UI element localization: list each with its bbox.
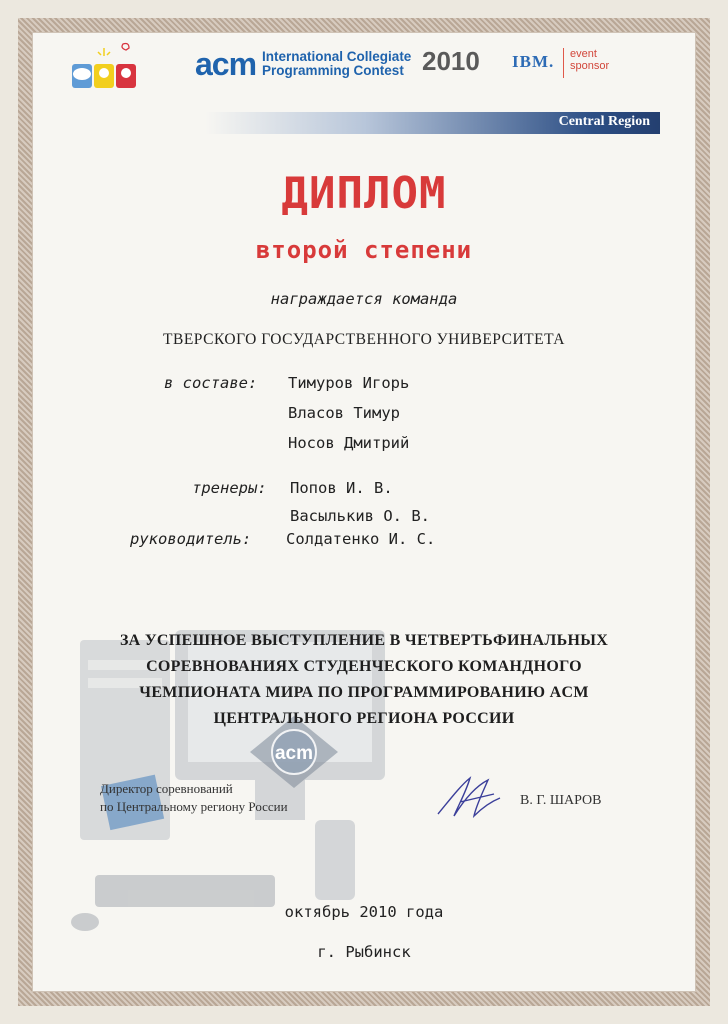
issue-city: г. Рыбинск: [317, 943, 411, 961]
acm-icpc-logo: [195, 44, 411, 84]
diploma-title: ДИПЛОМ: [281, 168, 447, 219]
award-line: ЦЕНТРАЛЬНОГО РЕГИОНА РОССИИ: [213, 710, 515, 727]
diploma-degree: второй степени: [255, 236, 473, 264]
acm-subtitle-line2: Programming Contest: [262, 63, 404, 78]
acm-logo-word: acm: [195, 45, 257, 82]
coach-name: Васылькив О. В.: [290, 507, 430, 525]
speaker-shape: [315, 820, 355, 900]
acm-subtitle-line1: International Collegiate: [262, 49, 412, 64]
contest-year: 2010: [422, 46, 480, 76]
ibm-logo: IBM.: [512, 52, 555, 71]
signature-mark: [430, 772, 510, 822]
award-line: ЗА УСПЕШНОЕ ВЫСТУПЛЕНИЕ В ЧЕТВЕРТЬФИНАЛЬНЫХ: [119, 632, 609, 649]
university-name: ТВЕРСКОГО ГОСУДАРСТВЕННОГО УНИВЕРСИТЕТА: [163, 331, 565, 348]
event-sponsor-label: [570, 48, 609, 72]
coaches-label: тренеры:: [192, 479, 267, 497]
sponsor-line1: event: [570, 48, 597, 60]
member-name: Носов Дмитрий: [288, 434, 410, 452]
head-label: руководитель:: [130, 530, 252, 548]
award-statement: [0, 628, 728, 732]
awarded-text: награждается команда: [270, 290, 458, 308]
contest-icons-logo: [40, 42, 140, 102]
sponsor-divider: [563, 48, 564, 78]
member-name: Власов Тимур: [288, 404, 400, 422]
members-label: в составе:: [164, 374, 258, 392]
sponsor-line2: sponsor: [570, 60, 610, 72]
director-title: [100, 780, 288, 816]
director-line2: по Центральному региону России: [100, 799, 288, 814]
acm-logo-subtitle: [262, 50, 411, 78]
acm-watermark-text: acm: [274, 743, 314, 764]
region-banner: [205, 112, 660, 134]
director-name: В. Г. ШАРОВ: [520, 793, 602, 808]
issue-date: октябрь 2010 года: [284, 903, 444, 921]
coach-name: Попов И. В.: [290, 479, 393, 497]
award-line: ЧЕМПИОНАТА МИРА ПО ПРОГРАММИРОВАНИЮ ACM: [139, 684, 589, 701]
member-name: Тимуров Игорь: [288, 374, 410, 392]
region-label: Central Region: [558, 114, 650, 129]
head-name: Солдатенко И. С.: [286, 530, 436, 548]
director-line1: Директор соревнований: [100, 781, 233, 796]
award-line: СОРЕВНОВАНИЯХ СТУДЕНЧЕСКОГО КОМАНДНОГО: [146, 658, 582, 675]
